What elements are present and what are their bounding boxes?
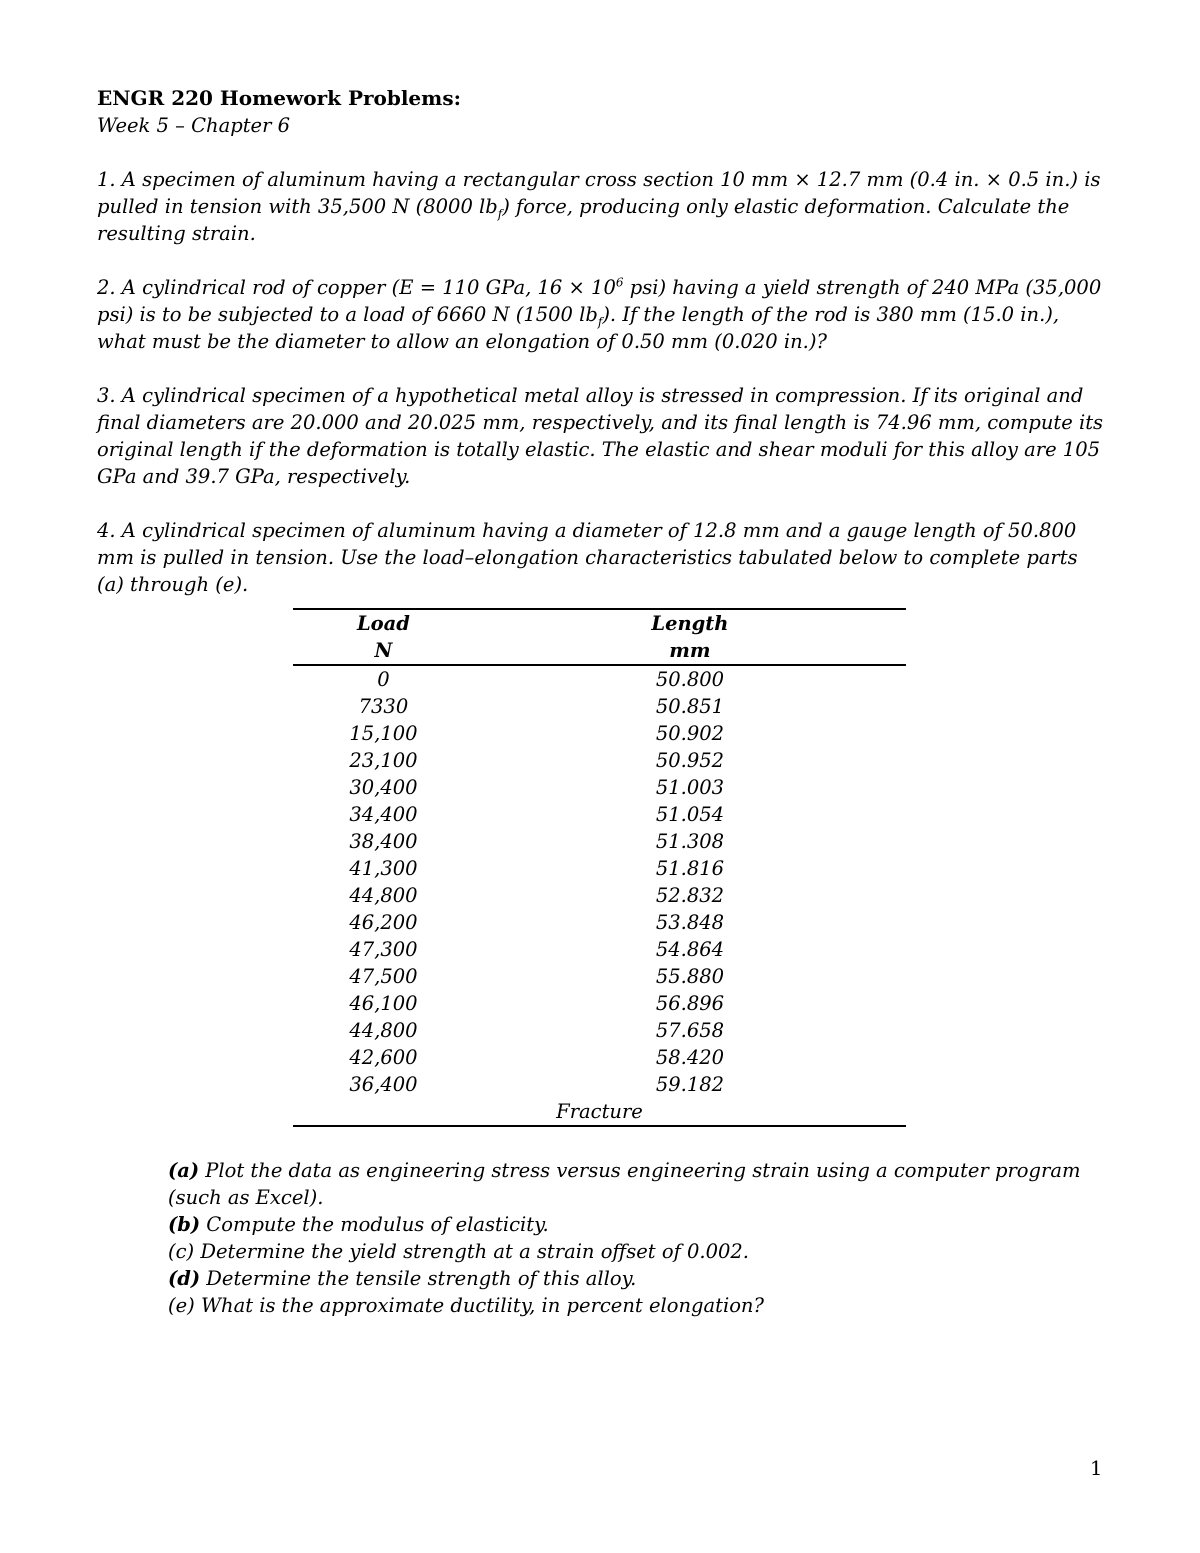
- table-row: [293, 882, 906, 909]
- problem-2-part-a: 2. A cylindrical rod of copper (E = 110 GPa, 16 × 10: [97, 276, 616, 299]
- document-page: [97, 85, 1107, 1319]
- length-cell: 50.952: [655, 749, 725, 772]
- load-cell: 47,500: [349, 965, 418, 988]
- load-cell: 34,400: [349, 803, 418, 826]
- part-item: [168, 1157, 1098, 1211]
- part-text: What is the approximate ductility, in percent elongation?: [194, 1294, 764, 1317]
- part-item: [168, 1211, 1098, 1238]
- part-label: (a): [168, 1159, 200, 1182]
- table-row: [293, 1071, 906, 1098]
- length-cell: 51.308: [655, 830, 725, 853]
- document-title: ENGR 220 Homework Problems:: [97, 86, 461, 110]
- problem-2: [97, 274, 1107, 355]
- load-cell: 41,300: [349, 857, 418, 880]
- length-cell: 50.800: [655, 668, 725, 691]
- table-footer-row: [293, 1098, 906, 1126]
- part-item: [168, 1292, 1098, 1319]
- problem-1-end: ) force, producing only elastic deformation. Calculate the resulting strain.: [97, 195, 1070, 245]
- load-cell: 7330: [358, 695, 409, 718]
- load-cell: 44,800: [349, 1019, 418, 1042]
- problem-2-part-b: psi) having a yield strength of 240 MPa (35,000 psi) is to be subjected to a load of 6660 N (1500 lb: [97, 276, 1102, 326]
- length-cell: 51.054: [655, 803, 725, 826]
- part-label: (d): [168, 1267, 201, 1290]
- table-row: [293, 665, 906, 693]
- length-cell: 54.864: [655, 938, 725, 961]
- part-text: Determine the yield strength at a strain offset of 0.002.: [194, 1240, 750, 1263]
- table-row: [293, 774, 906, 801]
- table-row: [293, 909, 906, 936]
- problem-3: 3. A cylindrical specimen of a hypothetical metal alloy is stressed in compression. If its original and final diameters are 20.000 and 20.025 mm, respectively, and its final length is 74.96 mm, compute its original length if the deformation is totally elastic. The elastic and shear moduli for this alloy are 105 GPa and 39.7 GPa, respectively.: [97, 384, 1104, 488]
- load-cell: 47,300: [349, 938, 418, 961]
- table-row: [293, 720, 906, 747]
- length-unit-header: mm: [474, 637, 906, 665]
- load-length-table-wrapper: [293, 608, 906, 1127]
- document-subtitle: Week 5 – Chapter 6: [97, 114, 290, 137]
- load-cell: 44,800: [349, 884, 418, 907]
- load-length-table: [293, 608, 906, 1127]
- page-number: 1: [1090, 1457, 1103, 1480]
- table-row: [293, 693, 906, 720]
- length-cell: 58.420: [655, 1046, 725, 1069]
- problem-4: 4. A cylindrical specimen of aluminum having a diameter of 12.8 mm and a gauge length of 50.800 mm is pulled in tension. Use the load–elongation characteristics tabulated below to complete parts (a) through (e).: [97, 519, 1078, 596]
- length-cell: 53.848: [655, 911, 725, 934]
- length-header: Length: [474, 609, 906, 637]
- length-cell: 50.902: [655, 722, 725, 745]
- load-cell: 23,100: [349, 749, 418, 772]
- length-cell: 59.182: [655, 1073, 725, 1096]
- table-body: [293, 665, 906, 1126]
- load-cell: 38,400: [349, 830, 418, 853]
- length-cell: 50.851: [655, 695, 725, 718]
- table-row: [293, 801, 906, 828]
- table-row: [293, 1017, 906, 1044]
- load-cell: 15,100: [349, 722, 418, 745]
- problem-1: [97, 166, 1107, 247]
- part-item: [168, 1265, 1098, 1292]
- problem-2-sub: f: [597, 314, 603, 329]
- length-cell: 56.896: [655, 992, 725, 1015]
- table-row: [293, 828, 906, 855]
- length-cell: 57.658: [655, 1019, 725, 1042]
- part-text: Plot the data as engineering stress versus engineering strain using a computer program (such as Excel).: [168, 1159, 1081, 1209]
- table-row: [293, 963, 906, 990]
- load-cell: 30,400: [349, 776, 418, 799]
- part-text: Determine the tensile strength of this alloy.: [200, 1267, 637, 1290]
- table-row: [293, 990, 906, 1017]
- table-row: [293, 855, 906, 882]
- load-cell: 46,100: [349, 992, 418, 1015]
- table-row: [293, 1044, 906, 1071]
- load-unit-header: N: [293, 637, 474, 665]
- problem-2-part-c: ). If the length of the rod is 380 mm (15.0 in.), what must be the diameter to allow an elongation of 0.50 mm (0.020 in.)?: [97, 303, 1060, 353]
- parts-list: [168, 1157, 1098, 1319]
- length-cell: 52.832: [655, 884, 725, 907]
- problem-2-sup: 6: [615, 275, 624, 290]
- length-cell: 55.880: [655, 965, 725, 988]
- load-header: Load: [293, 609, 474, 637]
- load-cell: 42,600: [349, 1046, 418, 1069]
- part-item: [168, 1238, 1098, 1265]
- fracture-label: Fracture: [293, 1098, 906, 1126]
- load-cell: 46,200: [349, 911, 418, 934]
- part-label: (c): [168, 1240, 195, 1263]
- part-text: Compute the modulus of elasticity.: [200, 1213, 549, 1236]
- load-cell: 36,400: [349, 1073, 418, 1096]
- problem-1-sub: f: [497, 206, 503, 221]
- load-cell: 0: [377, 668, 390, 691]
- length-cell: 51.816: [655, 857, 725, 880]
- length-cell: 51.003: [655, 776, 725, 799]
- table-row: [293, 936, 906, 963]
- part-label: (b): [168, 1213, 201, 1236]
- part-label: (e): [168, 1294, 195, 1317]
- problem-1-text: 1. A specimen of aluminum having a rectangular cross section 10 mm × 12.7 mm (0.4 in. × 0.5 in.) is pulled in tension with 35,500 N (8000 lb: [97, 168, 1101, 218]
- table-row: [293, 747, 906, 774]
